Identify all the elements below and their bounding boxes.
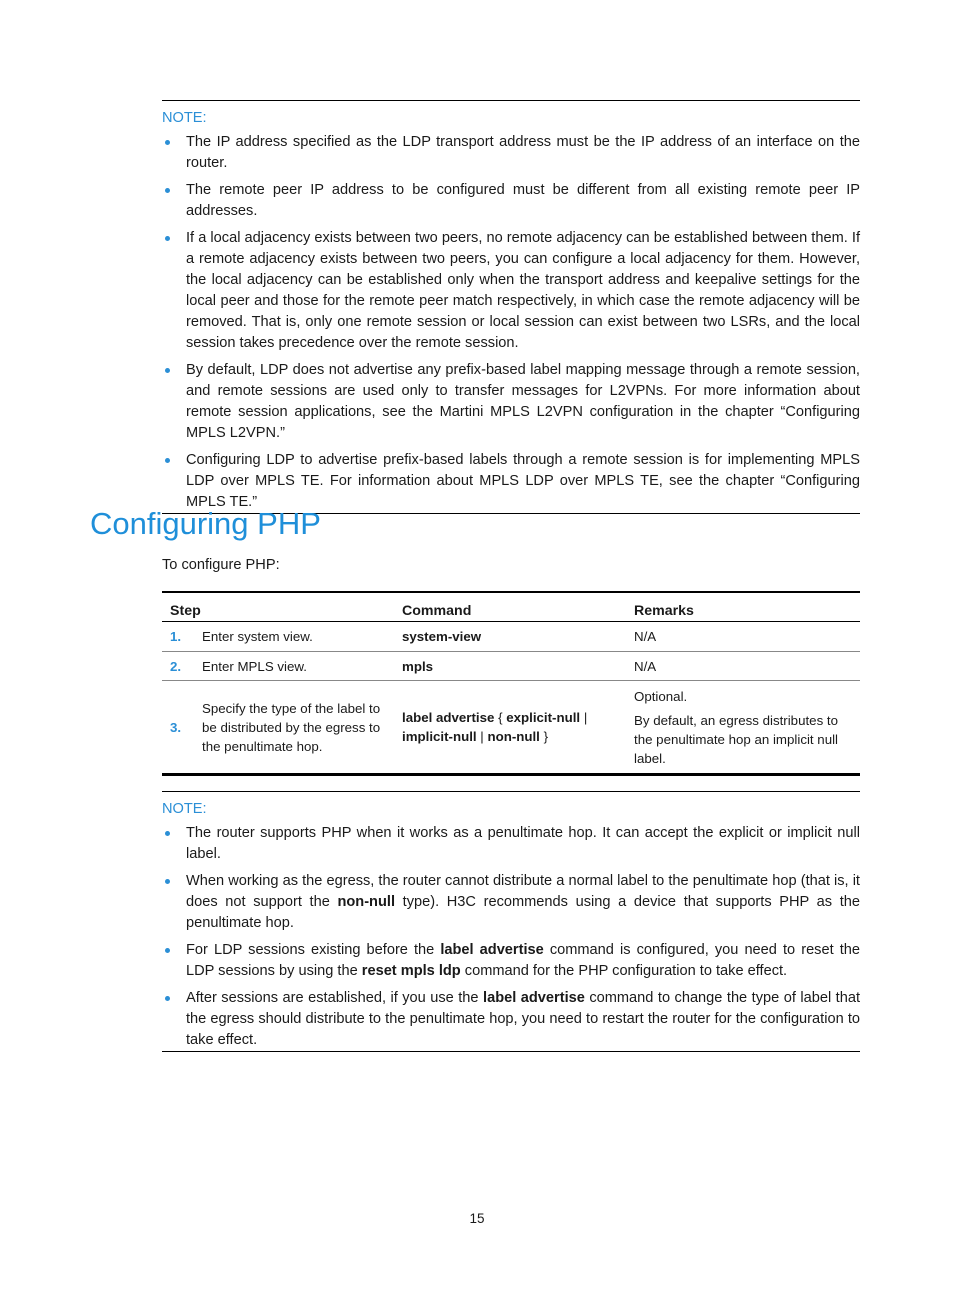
note-label: NOTE: [162, 110, 207, 126]
intro-text: To configure PHP: [162, 557, 280, 573]
note-label: NOTE: [162, 801, 207, 817]
bullet-icon [165, 140, 170, 145]
step-description: Specify the type of the label to be distributed by the egress to the penultimate hop. [202, 700, 381, 754]
list-item: The router supports PHP when it works as a penultimate hop. It can accept the explicit or implicit null label. [162, 823, 860, 865]
bullet-icon [165, 831, 170, 836]
command-text: mpls [402, 658, 434, 674]
note-block-php [162, 791, 860, 1052]
bullet-icon [165, 948, 170, 953]
bullet-icon [165, 368, 170, 373]
command-text: system-view [402, 629, 482, 644]
step-description: Enter system view. [202, 629, 313, 644]
list-item: After sessions are established, if you use the label advertise command to change the type of label that the egress should distribute to the penultimate hop, you need to restart the router for the configuration to take effect. [162, 988, 860, 1051]
list-item: By default, LDP does not advertise any prefix-based label mapping message through a remote session, and remote sessions are used only to transfer messages for L2VPNs. For more information about remote session applications, see the Martini MPLS L2VPN configuration in the chapter “Configuring MPLS L2VPN.” [162, 360, 860, 444]
note-block-ldp [162, 100, 860, 514]
bullet-icon [165, 458, 170, 463]
bullet-icon [165, 879, 170, 884]
list-item: The IP address specified as the LDP transport address must be the IP address of an interface on the router. [162, 132, 860, 174]
table-row [162, 652, 860, 681]
list-item: When working as the egress, the router cannot distribute a normal label to the penultimate hop (that is, it does not support the non-null type). H3C recommends using a device that supports PHP as the penultimate hop. [162, 871, 860, 934]
list-item: If a local adjacency exists between two peers, no remote adjacency can be established between them. If a remote adjacency exists between two peers, you can configure a local adjacency for them. However, the local adjacency can be established only when the transport address and keepalive settings for the local peer and those for the remote peer match respectively, in which case the remote adjacency will be removed. That is, only one remote session or local session can exist between two LSRs, and the local session takes precedence over the remote session. [162, 228, 860, 354]
note-list [162, 823, 860, 1051]
list-item: For LDP sessions existing before the label advertise command is configured, you need to reset the LDP sessions by using the reset mpls ldp command for the PHP configuration to take effect. [162, 940, 860, 982]
command-text: label advertise { explicit-null | implicit-null | non-null } [394, 681, 626, 775]
divider [162, 791, 860, 792]
remarks-text: N/A [626, 652, 860, 681]
steps-table [162, 591, 860, 776]
step-description: Enter MPLS view. [202, 658, 307, 674]
remarks-text: Optional. By default, an egress distributes to the penultimate hop an implicit null label. [626, 681, 860, 775]
column-header-command: Command [394, 592, 626, 622]
table-row [162, 622, 860, 652]
column-header-remarks: Remarks [626, 592, 860, 622]
page-number: 15 [469, 1211, 485, 1226]
bullet-icon [165, 188, 170, 193]
step-number: 2. [170, 658, 182, 674]
bullet-icon [165, 236, 170, 241]
note-list [162, 132, 860, 513]
step-number: 1. [170, 629, 182, 644]
divider [162, 100, 860, 101]
step-number: 3. [170, 719, 182, 735]
remarks-text: N/A [626, 622, 860, 652]
list-item: Configuring LDP to advertise prefix-based labels through a remote session is for implementing MPLS LDP over MPLS TE. For information about MPLS LDP over MPLS TE, see the chapter “Configuring MPLS TE.” [162, 450, 860, 513]
section-title: Configuring PHP [90, 506, 321, 541]
column-header-step: Step [162, 592, 394, 622]
divider [162, 1051, 860, 1052]
bullet-icon [165, 996, 170, 1001]
table-header-row [162, 592, 860, 622]
table-row [162, 681, 860, 775]
list-item: The remote peer IP address to be configured must be different from all existing remote peer IP addresses. [162, 180, 860, 222]
